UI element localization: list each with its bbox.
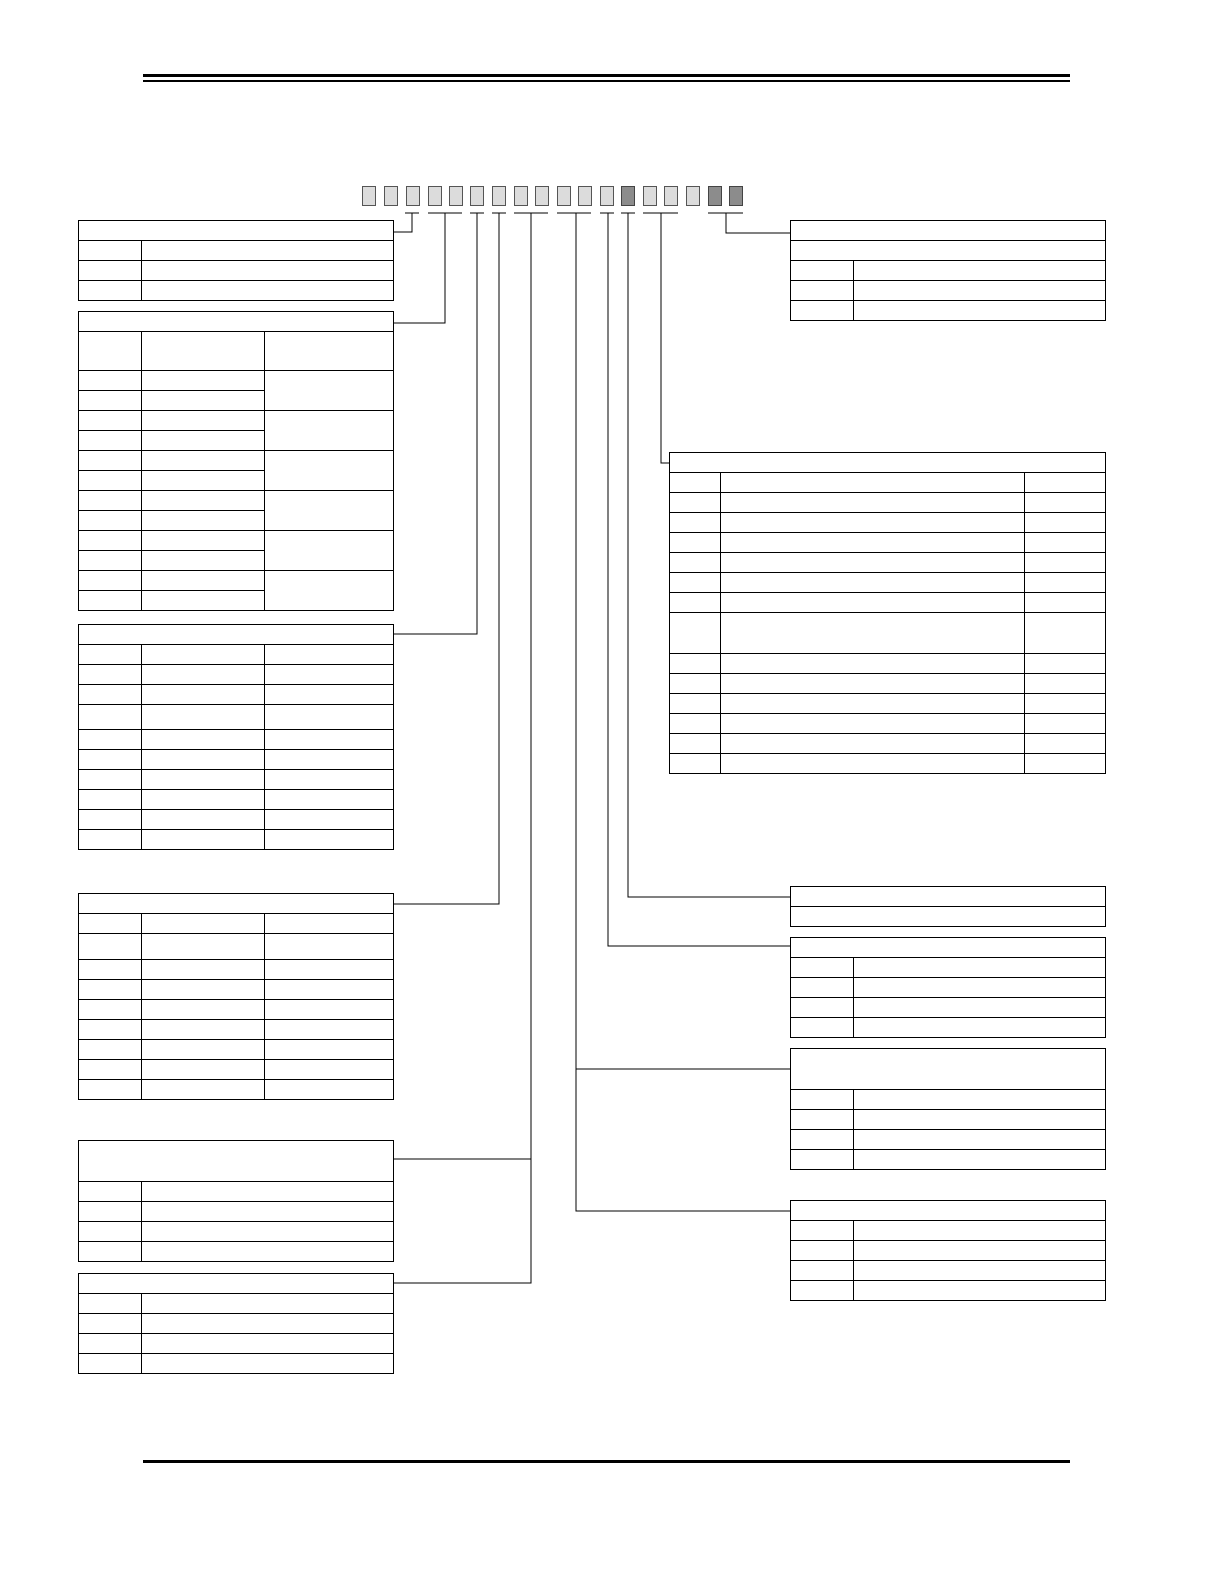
table-row <box>79 531 394 551</box>
table-row <box>670 714 1106 734</box>
table-row <box>791 281 1106 301</box>
table-row <box>79 1202 394 1222</box>
table-row <box>79 685 394 705</box>
table-row <box>791 978 1106 998</box>
table-title <box>79 221 394 241</box>
table-row <box>79 790 394 810</box>
table-row <box>79 1080 394 1100</box>
table-row <box>791 1241 1106 1261</box>
table-row <box>670 734 1106 754</box>
table-row <box>791 1130 1106 1150</box>
table-row <box>791 1110 1106 1130</box>
table-row <box>791 261 1106 281</box>
code-table-2 <box>78 311 394 611</box>
table-row <box>670 674 1106 694</box>
code-table-11 <box>790 1048 1106 1170</box>
table-row <box>79 1020 394 1040</box>
table-row <box>79 1060 394 1080</box>
table-row <box>79 770 394 790</box>
table-row <box>79 705 394 730</box>
table-row <box>79 411 394 431</box>
table-row <box>670 694 1106 714</box>
code-table-1 <box>78 220 394 301</box>
table-row <box>79 914 394 934</box>
table-row <box>79 1294 394 1314</box>
table-row <box>791 907 1106 927</box>
table-row <box>79 934 394 960</box>
table-row <box>79 261 394 281</box>
table-row <box>79 810 394 830</box>
table-title <box>791 887 1106 907</box>
table-row <box>79 571 394 591</box>
table-title <box>791 221 1106 241</box>
table-subtitle <box>791 241 1106 261</box>
table-row <box>79 491 394 511</box>
table-title <box>79 1274 394 1294</box>
table-row <box>79 1354 394 1374</box>
code-table-4 <box>78 893 394 1100</box>
table-row <box>791 1018 1106 1038</box>
table-row <box>79 665 394 685</box>
table-row <box>79 1182 394 1202</box>
table-row <box>79 1314 394 1334</box>
table-row <box>79 645 394 665</box>
table-row <box>791 1281 1106 1301</box>
table-row <box>79 960 394 980</box>
code-table-9 <box>790 886 1106 927</box>
table-title <box>791 1049 1106 1090</box>
table-row <box>79 980 394 1000</box>
table-title <box>79 894 394 914</box>
code-table-5 <box>78 1140 394 1262</box>
code-table-7 <box>790 220 1106 321</box>
table-row <box>79 1334 394 1354</box>
table-row <box>791 1261 1106 1281</box>
table-row <box>670 613 1106 654</box>
table-row <box>79 1040 394 1060</box>
table-row <box>670 593 1106 613</box>
code-table-12 <box>790 1200 1106 1301</box>
table-title <box>79 625 394 645</box>
table-title <box>791 1201 1106 1221</box>
table-row <box>791 1090 1106 1110</box>
table-row <box>670 473 1106 493</box>
table-title <box>791 938 1106 958</box>
table-header-row <box>79 332 394 371</box>
table-row <box>791 958 1106 978</box>
table-row <box>791 301 1106 321</box>
table-row <box>670 493 1106 513</box>
footer-rule <box>143 1460 1070 1463</box>
table-row <box>791 998 1106 1018</box>
table-row <box>79 750 394 770</box>
table-row <box>670 513 1106 533</box>
table-row <box>79 730 394 750</box>
table-row <box>670 573 1106 593</box>
table-row <box>79 451 394 471</box>
table-row <box>79 1242 394 1262</box>
table-row <box>791 1221 1106 1241</box>
table-title <box>79 1141 394 1182</box>
table-row <box>670 533 1106 553</box>
table-row <box>79 241 394 261</box>
table-row <box>791 1150 1106 1170</box>
code-table-6 <box>78 1273 394 1374</box>
table-row <box>79 371 394 391</box>
table-row <box>79 830 394 850</box>
table-title <box>670 453 1106 473</box>
table-row <box>79 1000 394 1020</box>
table-row <box>79 281 394 301</box>
table-row <box>79 1222 394 1242</box>
table-title <box>79 312 394 332</box>
code-table-8 <box>669 452 1106 774</box>
table-row <box>670 654 1106 674</box>
code-table-10 <box>790 937 1106 1038</box>
table-row <box>670 754 1106 774</box>
code-table-3 <box>78 624 394 850</box>
table-row <box>670 553 1106 573</box>
